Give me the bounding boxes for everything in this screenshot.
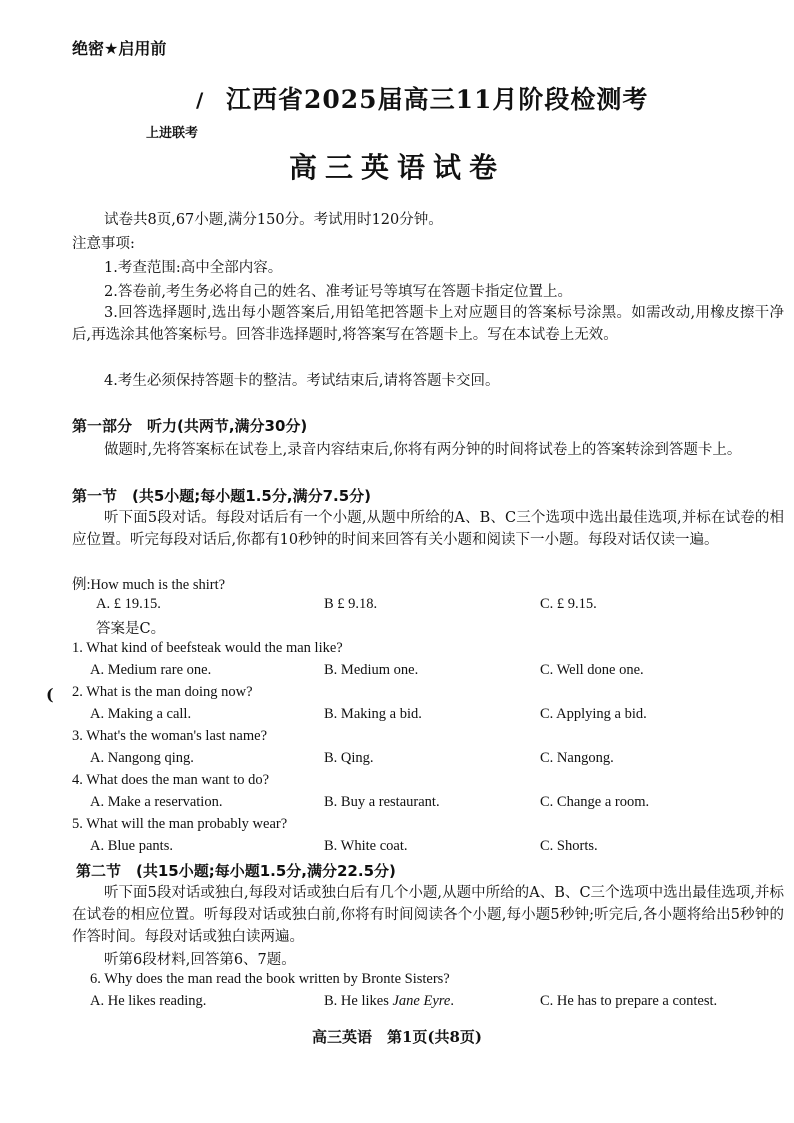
q1-option-b: B. Medium one. (324, 662, 419, 678)
q6-option-b-prefix: B. He likes (324, 993, 393, 1009)
q5-option-a: A. Blue pants. (90, 838, 173, 854)
scan-mark: / (196, 88, 204, 112)
example-option-c: C. £ 9.15. (540, 596, 597, 612)
note-item: 2.答卷前,考生务必将自己的姓名、准考证号等填写在答题卡指定位置上。 (104, 284, 572, 300)
q1-option-c: C. Well done one. (540, 662, 644, 678)
notes-heading: 注意事项: (72, 236, 135, 252)
q4-option-b: B. Buy a restaurant. (324, 794, 440, 810)
note-item: 3.回答选择题时,选出每小题答案后,用铅笔把答题卡上对应题目的答案标号涂黑。如需改动,用橡皮擦干净后,再选涂其他答案标号。回答非选择题时,将答案写在答题卡上。写在本试卷上无效。 (72, 305, 784, 343)
subject-title: 高三英语试卷 (288, 151, 505, 184)
q2-option-b: B. Making a bid. (324, 706, 422, 722)
question-5: 5. What will the man probably wear? (72, 816, 288, 832)
example-answer: 答案是C。 (96, 621, 166, 637)
question-6: 6. Why does the man read the book written by Bronte Sisters? (90, 971, 450, 987)
question-2: 2. What is the man doing now? (72, 684, 253, 700)
joint-exam-label: 上进联考 (146, 126, 199, 141)
q1-option-a: A. Medium rare one. (90, 662, 212, 678)
question-4: 4. What does the man want to do? (72, 772, 270, 788)
section1-instructions: 听下面5段对话。每段对话后有一个小题,从题中所给的A、B、C三个选项中选出最佳选项,并标在试卷的相应位置。听完每段对话后,你都有10秒钟的时间来回答有关小题和阅读下一小题。每段对话仅读一遍。 (72, 510, 784, 548)
question-3: 3. What's the woman's last name? (72, 728, 268, 744)
q5-option-b: B. White coat. (324, 838, 408, 854)
material-note: 听第6段材料,回答第6、7题。 (104, 952, 296, 968)
q3-option-a: A. Nangong qing. (90, 750, 194, 766)
part1-heading: 第一部分 听力(共两节,满分30分) (72, 417, 308, 435)
section2-instructions: 听下面5段对话或独白,每段对话或独白后有几个小题,从题中所给的A、B、C三个选项中选出最佳选项,并标在试卷的相应位置。听每段对话或独白前,你将有时间阅读各个小题,每小题5秒钟;听完后,各小题将给出5秒钟的作答时间。每段对话或独白读两遍。 (72, 885, 784, 945)
part1-instructions: 做题时,先将答案标在试卷上,录音内容结束后,你将有两分钟的时间将试卷上的答案转涂到答题卡上。 (104, 442, 742, 458)
q2-option-a: A. Making a call. (90, 706, 192, 722)
note-item: 4.考生必须保持答题卡的整洁。考试结束后,请将答题卡交回。 (104, 373, 500, 389)
page-footer: 高三英语 第1页(共8页) (311, 1028, 483, 1046)
q6-option-a: A. He likes reading. (90, 993, 207, 1009)
confidential-label: 绝密★启用前 (72, 39, 167, 58)
section2-heading: 第二节 (共15小题;每小题1.5分,满分22.5分) (76, 862, 396, 880)
exam-title: 江西省2025届高三11月阶段检测考 (226, 85, 649, 114)
q6-option-c: C. He has to prepare a contest. (540, 993, 718, 1009)
example-option-b: B £ 9.18. (324, 596, 378, 612)
q6-option-b-suffix: . (450, 993, 454, 1009)
q3-option-b: B. Qing. (324, 750, 374, 766)
example-option-a: A. £ 19.15. (96, 596, 161, 612)
q5-option-c: C. Shorts. (540, 838, 598, 854)
q6-book-title: Jane Eyre (392, 993, 451, 1009)
question-1: 1. What kind of beefsteak would the man like? (72, 640, 343, 656)
exam-info: 试卷共8页,67小题,满分150分。考试用时120分钟。 (104, 212, 443, 228)
note-item: 1.考查范围:高中全部内容。 (104, 260, 283, 276)
q4-option-a: A. Make a reservation. (90, 794, 223, 810)
q4-option-c: C. Change a room. (540, 794, 650, 810)
q3-option-c: C. Nangong. (540, 750, 614, 766)
q2-option-c: C. Applying a bid. (540, 706, 647, 722)
example-question: 例:How much is the shirt? (72, 577, 226, 593)
section1-heading: 第一节 (共5小题;每小题1.5分,满分7.5分) (72, 487, 371, 505)
q6-option-b (324, 993, 454, 1010)
margin-mark: ( (46, 685, 54, 704)
